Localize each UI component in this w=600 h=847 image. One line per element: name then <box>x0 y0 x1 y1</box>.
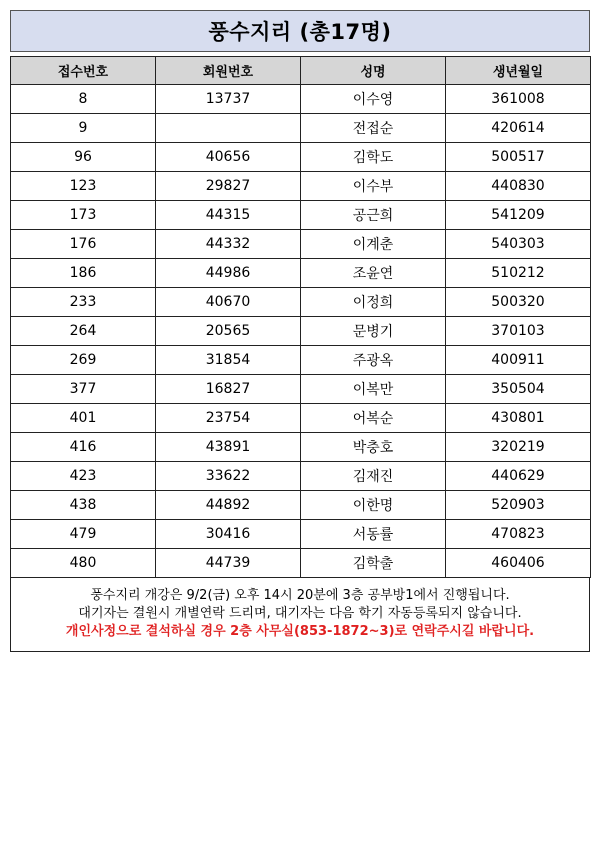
roster-table <box>10 56 591 578</box>
cell-name: 어복순 <box>301 404 446 433</box>
cell-birthdate: 430801 <box>446 404 591 433</box>
table-row <box>11 491 591 520</box>
cell-birthdate: 540303 <box>446 230 591 259</box>
cell-name: 박충호 <box>301 433 446 462</box>
table-header-row <box>11 57 591 85</box>
cell-birthdate: 440629 <box>446 462 591 491</box>
page-title: 풍수지리 (총17명) <box>10 10 590 52</box>
cell-reg-number: 233 <box>11 288 156 317</box>
cell-birthdate: 520903 <box>446 491 591 520</box>
cell-name: 이수영 <box>301 85 446 114</box>
cell-name: 이정희 <box>301 288 446 317</box>
cell-reg-number: 8 <box>11 85 156 114</box>
cell-birthdate: 320219 <box>446 433 591 462</box>
cell-name: 이수부 <box>301 172 446 201</box>
cell-member-number: 30416 <box>156 520 301 549</box>
cell-name: 주광옥 <box>301 346 446 375</box>
cell-name: 이한명 <box>301 491 446 520</box>
cell-reg-number: 269 <box>11 346 156 375</box>
table-row <box>11 462 591 491</box>
cell-member-number: 16827 <box>156 375 301 404</box>
cell-member-number: 31854 <box>156 346 301 375</box>
cell-reg-number: 416 <box>11 433 156 462</box>
cell-reg-number: 479 <box>11 520 156 549</box>
cell-birthdate: 350504 <box>446 375 591 404</box>
cell-member-number: 44332 <box>156 230 301 259</box>
header-name: 성명 <box>301 57 446 85</box>
cell-name: 공근희 <box>301 201 446 230</box>
cell-birthdate: 470823 <box>446 520 591 549</box>
cell-reg-number: 96 <box>11 143 156 172</box>
cell-reg-number: 480 <box>11 549 156 578</box>
table-row <box>11 433 591 462</box>
table-row <box>11 317 591 346</box>
cell-reg-number: 401 <box>11 404 156 433</box>
table-row <box>11 375 591 404</box>
cell-reg-number: 173 <box>11 201 156 230</box>
cell-member-number: 40656 <box>156 143 301 172</box>
cell-reg-number: 186 <box>11 259 156 288</box>
cell-name: 문병기 <box>301 317 446 346</box>
cell-member-number: 43891 <box>156 433 301 462</box>
header-reg-number: 접수번호 <box>11 57 156 85</box>
cell-name: 조윤연 <box>301 259 446 288</box>
table-row <box>11 520 591 549</box>
table-row <box>11 288 591 317</box>
cell-member-number: 33622 <box>156 462 301 491</box>
cell-name: 김재진 <box>301 462 446 491</box>
cell-birthdate: 420614 <box>446 114 591 143</box>
cell-birthdate: 500517 <box>446 143 591 172</box>
cell-reg-number: 9 <box>11 114 156 143</box>
table-body <box>11 85 591 578</box>
cell-reg-number: 423 <box>11 462 156 491</box>
cell-birthdate: 361008 <box>446 85 591 114</box>
table-row <box>11 404 591 433</box>
cell-member-number: 44892 <box>156 491 301 520</box>
cell-birthdate: 541209 <box>446 201 591 230</box>
cell-birthdate: 370103 <box>446 317 591 346</box>
table-row <box>11 346 591 375</box>
table-row <box>11 143 591 172</box>
notice-line-absence-warning: 개인사정으로 결석하실 경우 2층 사무실(853-1872~3)로 연락주시길 바랍니다. <box>65 624 535 639</box>
cell-member-number <box>156 114 301 143</box>
cell-reg-number: 176 <box>11 230 156 259</box>
cell-name: 이복만 <box>301 375 446 404</box>
cell-birthdate: 460406 <box>446 549 591 578</box>
cell-name: 김학도 <box>301 143 446 172</box>
cell-member-number: 44739 <box>156 549 301 578</box>
table-row <box>11 85 591 114</box>
cell-reg-number: 123 <box>11 172 156 201</box>
cell-member-number: 44315 <box>156 201 301 230</box>
cell-birthdate: 510212 <box>446 259 591 288</box>
cell-name: 전접순 <box>301 114 446 143</box>
header-birthdate: 생년월일 <box>446 57 591 85</box>
cell-reg-number: 377 <box>11 375 156 404</box>
notice-box <box>10 578 590 652</box>
cell-reg-number: 264 <box>11 317 156 346</box>
cell-name: 서동률 <box>301 520 446 549</box>
cell-member-number: 20565 <box>156 317 301 346</box>
header-member-number: 회원번호 <box>156 57 301 85</box>
cell-member-number: 23754 <box>156 404 301 433</box>
notice-line-schedule: 풍수지리 개강은 9/2(금) 오후 14시 20분에 3층 공부방1에서 진행됩니다. <box>90 588 510 603</box>
table-row <box>11 114 591 143</box>
table-row <box>11 230 591 259</box>
cell-name: 이계춘 <box>301 230 446 259</box>
table-row <box>11 549 591 578</box>
cell-member-number: 40670 <box>156 288 301 317</box>
cell-birthdate: 500320 <box>446 288 591 317</box>
roster-sheet <box>10 10 590 652</box>
cell-member-number: 13737 <box>156 85 301 114</box>
notice-line-waitlist: 대기자는 결원시 개별연락 드리며, 대기자는 다음 학기 자동등록되지 않습니다. <box>78 606 522 621</box>
cell-reg-number: 438 <box>11 491 156 520</box>
cell-member-number: 29827 <box>156 172 301 201</box>
cell-birthdate: 440830 <box>446 172 591 201</box>
table-row <box>11 201 591 230</box>
table-row <box>11 172 591 201</box>
cell-name: 김학출 <box>301 549 446 578</box>
cell-member-number: 44986 <box>156 259 301 288</box>
cell-birthdate: 400911 <box>446 346 591 375</box>
table-row <box>11 259 591 288</box>
